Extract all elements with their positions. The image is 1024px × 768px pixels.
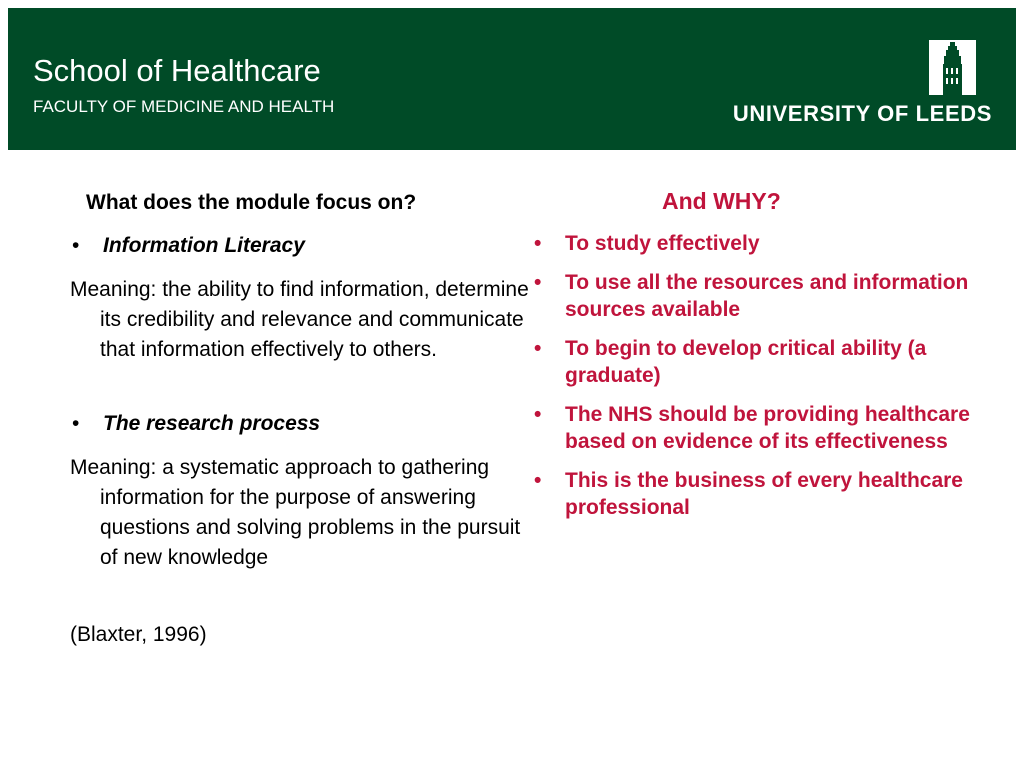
focus-item-meaning: Meaning: the ability to find information, determine its credibility and relevance and communicate that information effectively to others. xyxy=(70,278,529,361)
university-wordmark: UNIVERSITY OF LEEDS xyxy=(732,101,992,126)
focus-item-information-literacy xyxy=(72,233,305,259)
why-item xyxy=(532,269,972,323)
why-list xyxy=(532,230,972,533)
why-item xyxy=(532,230,972,257)
school-title: School of Healthcare xyxy=(33,53,321,88)
bullet: • xyxy=(534,337,542,360)
why-item xyxy=(532,335,972,389)
left-heading: What does the module focus on? xyxy=(86,191,417,214)
focus-item-research-process xyxy=(72,411,320,437)
why-item-text: The NHS should be providing healthcare based on evidence of its effectiveness xyxy=(565,403,970,453)
why-item-text: To study effectively xyxy=(565,232,760,255)
right-heading: And WHY? xyxy=(662,188,781,214)
bullet: • xyxy=(534,232,542,255)
why-item-text: To use all the resources and information sources available xyxy=(565,271,969,321)
university-tower-icon xyxy=(929,40,976,95)
bullet: • xyxy=(72,412,80,435)
why-item xyxy=(532,467,972,521)
bullet: • xyxy=(534,469,542,492)
why-item xyxy=(532,401,972,455)
bullet: • xyxy=(72,234,80,257)
faculty-name: FACULTY OF MEDICINE AND HEALTH xyxy=(33,97,335,116)
bullet: • xyxy=(534,403,542,426)
focus-item-title: Information Literacy xyxy=(103,234,305,257)
focus-item-meaning: Meaning: a systematic approach to gathering information for the purpose of answering questions and solving problems in the pursuit of new knowledge xyxy=(70,456,521,569)
bullet: • xyxy=(534,271,542,294)
citation: (Blaxter, 1996) xyxy=(70,623,207,646)
why-item-text: This is the business of every healthcare professional xyxy=(565,469,963,519)
why-item-text: To begin to develop critical ability (a graduate) xyxy=(565,337,927,387)
focus-item-title: The research process xyxy=(103,412,321,435)
